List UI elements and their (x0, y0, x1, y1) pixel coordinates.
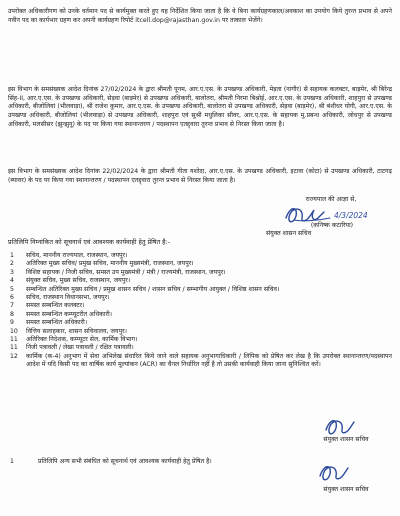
copy-list-item (10, 269, 392, 277)
copy-list-text: कार्मिक (क-4) अनुभाग में सेवा अभिलेख संधारित किये जाने वाले सहायक अनुभागाधिकारी / लिपिक को प्रेषित कर लेख है कि उपरोक्त स्थानान्तरण/पदस्थापन आदेश में यदि किसी पद का वार्षिक कार्य मूल्यांकन (ACR) का चैनल निर्धारित नहीं है तो उसकी कार्यवाही किया जाना सुनिश्चित करें। (26, 352, 392, 369)
copy-list-number: 2 (10, 260, 14, 268)
copy-list-item (10, 286, 392, 294)
copy-list-number: 4 (10, 277, 14, 285)
signature-icon (280, 202, 380, 228)
copy-list-number: 6 (10, 294, 14, 302)
copy-signatory-title: संयुक्त शासन सचिव (323, 436, 369, 443)
paragraph-cancellation-2: इस विभाग के समसंख्यक आदेश दिनांक 22/02/2024 के द्वारा श्रीमती गीता यशोदा, आर.ए.एस. के उपखण्ड अधिकारी, इटावा (कोटा) से उपखण्ड अधिकारी, टाटगढ़ (ब्यावर) के पद पर किया गया स्थानान्तरण / पदस्थापन एतद्द्वारा तुरन्त प्रभाव से निरस्त किया जाता है। (8, 168, 392, 184)
copy-list-item (10, 344, 392, 352)
signatory-title: संयुक्त शासन सचिव (266, 230, 312, 237)
copy-list-text: समस्त सम्बन्धित कम्प्यूटरीत अधिकारी। (26, 310, 113, 318)
copy-list-item (10, 328, 392, 336)
paragraph-top: उपरोक्त अधिकारीगण को उनके वर्तमान पद से कार्यमुक्त करते हुए यह निर्देशित किया जाता है कि वे बिना कार्यग्रहणकाल/अवकाश का उपयोग किये तुरन्त प्रभाव से अपने नवीन पद का कार्यभार ग्रहण कर अपनी कार्यग्रहण रिपोर्ट itcell.dop@rajasthan.gov.in पर तत्काल भेजेंगे। (8, 8, 392, 24)
copy-list-item (10, 319, 392, 327)
paragraph-cancellation-1: इस विभाग के समसंख्यक आदेश दिनांक 27/02/2024 के द्वारा श्रीमती पूनम, आर.ए.एस. के उपखण्ड अधिकारी, मेड़ता (नागौर) से सहायक कलक्टर, बाड़मेर, श्री बिरेन्द्र सिंह-II, आर.ए.एस. के उपखण्ड अधिकारी, सेड़वा (बाड़मेर) से उपखण्ड अधिकारी, बालोतरा, श्रीमती निरमा बिश्नोई, आर.ए.एस. के उपखण्ड अधिकारी, शाहपुरा से उपखण्ड अधिकारी, बीजोलियां (भीलवाड़ा), श्री राजेश कुमार, आर.ए.एस. के उपखण्ड अधिकारी, बालोतरा से उपखण्ड अधिकारी, सेड़वा (बाड़मेर), श्री बंशीधर योगी, आर.ए.एस. के उपखण्ड अधिकारी, बीजोलियां (भीलवाड़ा) से उपखण्ड अधिकारी, शाहपुरा एवं सुश्री मधुलिका सीवर, आर.ए.एस. के सहायक मु.प्रबन्ध अधिकारी, जोधपुर से उपखण्ड अधिकारी, मलसीसर (झुन्झुनू) के पद पर किया गया स्थानान्तरण / पदस्थापन एतद्द्वारा तुरन्त प्रभाव से निरस्त किया जाता है। (8, 86, 392, 128)
copy-list-number: 11 (10, 344, 18, 352)
copy-list-item (10, 311, 392, 319)
copy-list-number: 1 (10, 252, 14, 259)
copy-list-text: अतिरिक्त निदेशक, कम्प्यूटर सेल, कार्मिक विभाग। (26, 336, 138, 344)
copy-list-text: विशिष्ट सहायक / निजी सचिव, समस्त उप मुख्यमंत्री / मंत्री / राज्यमंत्री, राजस्थान, जयपुर। (26, 268, 226, 276)
copy-list-text: सचिव, माननीय राज्यपाल, राजस्थान, जयपुर। (26, 252, 128, 259)
copy-list-item (10, 277, 392, 285)
copy-list-text: समस्त सम्बन्धित अधिकारी। (26, 319, 88, 327)
copy-list-number: 3 (10, 268, 14, 276)
copy-list-text: सचिव, राजस्थान विधानसभा, जयपुर। (26, 294, 110, 302)
copy2-number: 1 (10, 458, 14, 465)
copy2-signatory-title: संयुक्त शासन सचिव (323, 486, 369, 493)
copy-list-text: वित्तिय सलाहकार, शासन सचिवालय, जयपुर। (26, 327, 127, 335)
copy2-signatory-block (300, 486, 392, 494)
copy-list-number: 10 (10, 327, 18, 335)
copy2-text: प्रतिलिपि अन्य सभी संबंधित को सूचनार्थ एवं आवश्यक कार्यवाही हेतु प्रेषित है। (38, 458, 212, 465)
copy-list-number: 5 (10, 285, 14, 293)
governor-order-text: राज्यपाल की आज्ञा से, (305, 196, 357, 203)
signatory-name: (कनिष्क कटारिया) (310, 222, 354, 229)
copy-signatory-block (300, 436, 392, 444)
copy-list (10, 252, 392, 370)
copy-list-item (10, 302, 392, 310)
copy-list-text: अतिरिक्त मुख्य सचिव/ प्रमुख सचिव, माननीय मुख्यमंत्री, राजस्थान, जयपुर। (26, 260, 194, 268)
copy-list-text: निजी पत्रावली / लेखा पत्रावली / रक्षित पत्रावली। (26, 344, 134, 352)
copy-list-text: समस्त सम्बन्धित कलक्टर। (26, 302, 85, 310)
copy-intro: प्रतिलिपि निम्नांकित को सूचनार्थ एवं आवश्यक कार्यवाही हेतु प्रेषित है:- (8, 238, 171, 246)
copy-list-text: संयुक्त सचिव, मुख्य सचिव, राजस्थान, जयपुर। (26, 277, 131, 285)
copy-list-number: 8 (10, 310, 14, 318)
copy-list-item (10, 260, 392, 268)
copy2-item (10, 458, 326, 466)
copy-list-item (10, 353, 392, 370)
copy-list-text: सम्बन्धित अतिरिक्त मुख्य सचिव / प्रमुख शासन सचिव / शासन सचिव / सम्भागीय आयुक्त / विशिष्ठ शासन सचिव। (26, 285, 280, 293)
signature-icon (316, 460, 356, 486)
copy-list-number: 11 (10, 336, 18, 344)
copy-list-number: 12 (10, 352, 18, 360)
copy-list-number: 7 (10, 302, 14, 310)
signature-date: 4/3/2024 (334, 211, 368, 220)
copy-list-number: 9 (10, 319, 14, 327)
